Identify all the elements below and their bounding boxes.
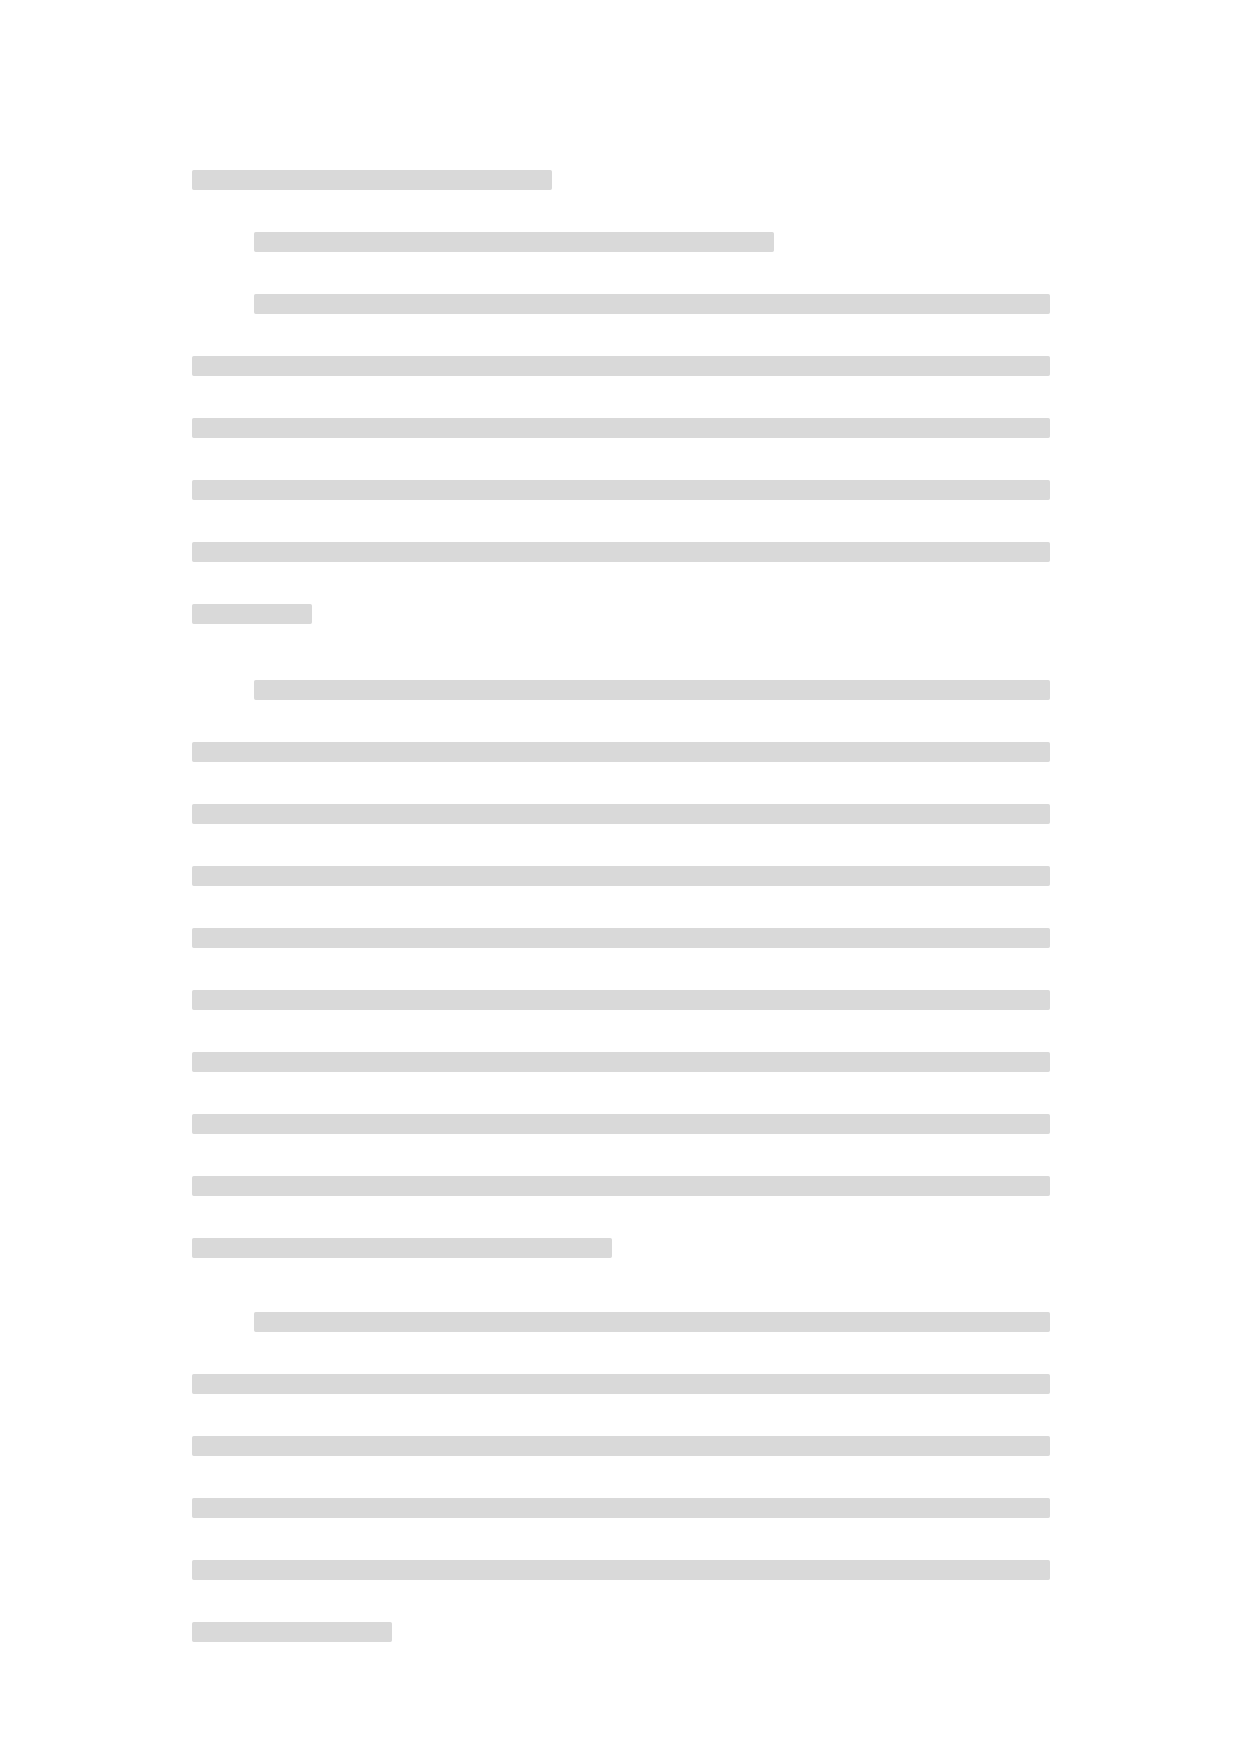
paragraph-continuation xyxy=(192,148,1050,210)
paragraph-point-1 xyxy=(192,658,1050,1278)
section-heading xyxy=(192,210,1050,272)
paragraph-intro xyxy=(192,272,1050,644)
paragraph-point-2 xyxy=(192,1290,1050,1662)
